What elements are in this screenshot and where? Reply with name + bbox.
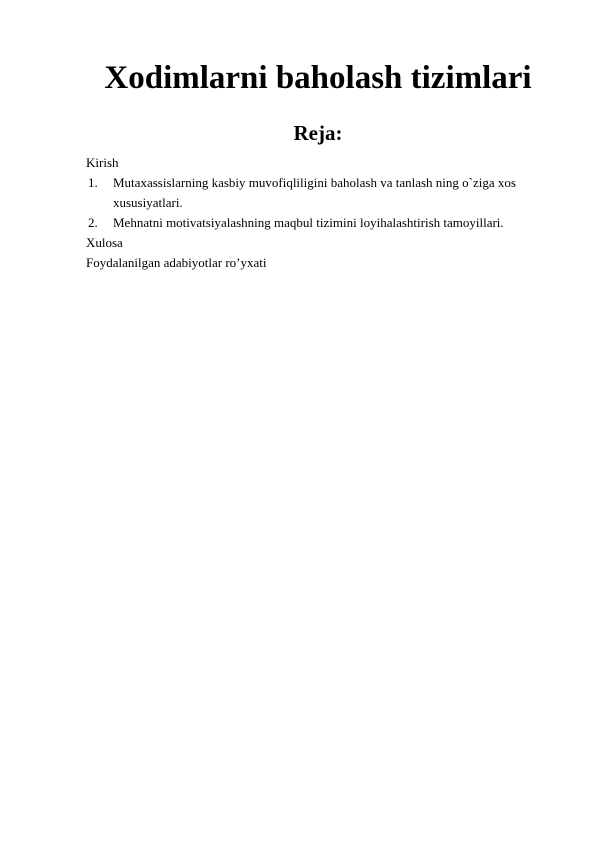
plan-item-number: 2. (88, 215, 98, 230)
plan-item-1 (86, 173, 556, 213)
plan-item-number: 1. (88, 175, 98, 190)
plan-item-2 (86, 213, 556, 233)
plan-intro: Kirish (86, 155, 119, 170)
page-title: Xodimlarni baholash tizimlari (104, 60, 532, 96)
plan-heading: Reja: (293, 121, 343, 145)
plan-conclusion: Xulosa (86, 235, 123, 250)
plan-item-text: Mehnatni motivatsiyalashning maqbul tizimini loyihalashtirish tamoyillari. (113, 215, 504, 230)
plan-list (86, 153, 556, 273)
plan-references: Foydalanilgan adabiyotlar ro’yxati (86, 255, 267, 270)
plan-item-text: Mutaxassislarning kasbiy muvofiqliligini baholash va tanlash ning o`ziga xos xususiyatlari. (113, 175, 516, 210)
